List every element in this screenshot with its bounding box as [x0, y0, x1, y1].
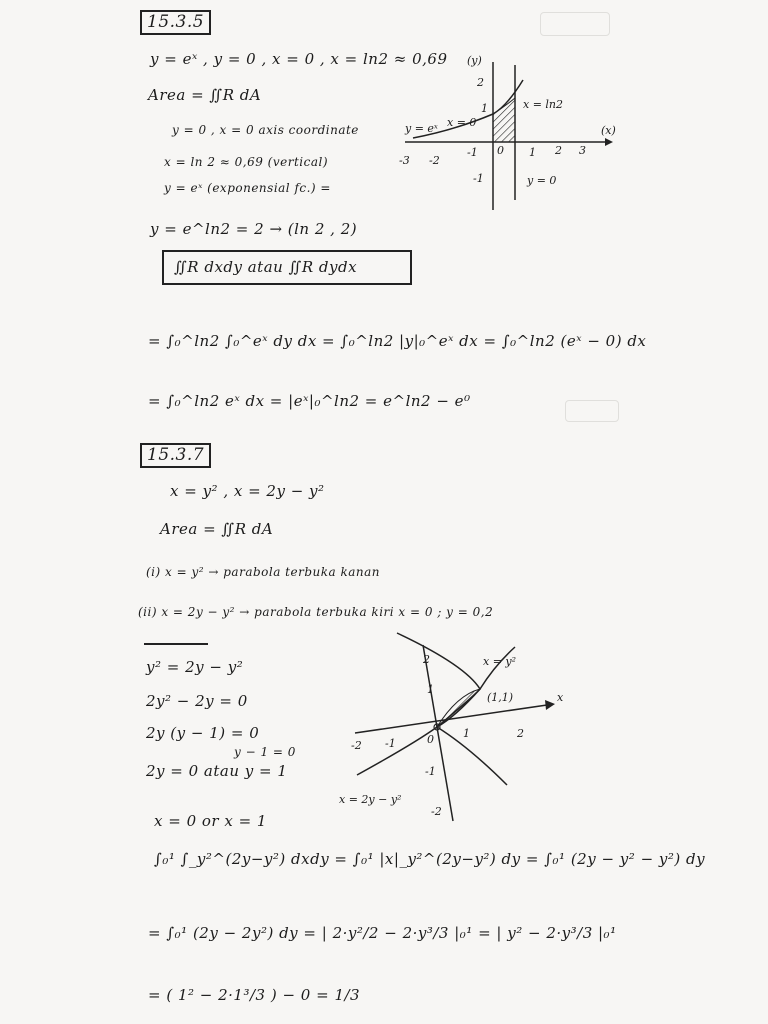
- problem-b-eq3: 2y (y − 1) = 0: [146, 724, 260, 742]
- problem-a-step2: = ∫₀^ln2 eˣ dx = |eˣ|₀^ln2 = e^ln2 − e⁰: [148, 392, 471, 410]
- problem-b-eq2: 2y² − 2y = 0: [146, 692, 248, 710]
- graph-b-tick-y: -1: [425, 765, 436, 778]
- graph-b-curve1-label: x = y²: [483, 655, 517, 668]
- problem-b-eq4: 2y = 0 atau y = 1: [146, 762, 288, 780]
- problem-a-graph: [395, 50, 625, 220]
- graph-b-x-axis-label: x: [557, 691, 564, 704]
- problem-b-given: x = y² , x = 2y − y²: [170, 482, 325, 500]
- graph-a-x0-label: x = 0: [447, 116, 477, 129]
- problem-b-eq1: y² = 2y − y²: [146, 658, 244, 676]
- problem-b-step1: ∫₀¹ ∫_y²^(2y−y²) dxdy = ∫₀¹ |x|_y²^(2y−y²) dy = ∫₀¹ (2y − y² − y²) dy: [154, 850, 706, 868]
- graph-a-ln2-label: x = ln2: [523, 98, 564, 111]
- graph-a-tick-y: -1: [473, 172, 484, 185]
- graph-b-tick-y: 2: [423, 653, 430, 666]
- graph-b-tick-y: -2: [431, 805, 442, 818]
- problem-b-graph: [335, 625, 575, 825]
- problem-b-step3: = ( 1² − 2·1³/3 ) − 0 = 1/3: [148, 986, 361, 1004]
- graph-a-tick-x: 2: [555, 144, 562, 157]
- graph-a-tick-x: 3: [579, 144, 586, 157]
- problem-a-point: y = e^ln2 = 2 → (ln 2 , 2): [150, 220, 358, 238]
- graph-b-x-arrow: [545, 700, 555, 710]
- faint-stamp-top: [540, 12, 610, 36]
- graph-b-curve2-label: x = 2y − y²: [339, 793, 402, 806]
- problem-a-note2: x = ln 2 ≈ 0,69 (vertical): [164, 155, 329, 169]
- graph-a-tick-x: -3: [399, 154, 410, 167]
- problem-a-note3: y = eˣ (exponensial fc.) =: [164, 181, 331, 195]
- graph-a-y0-label: y = 0: [527, 174, 557, 187]
- problem-b-label: 15.3.7: [140, 443, 211, 468]
- graph-b-tick-x: 1: [463, 727, 470, 740]
- problem-b-step2: = ∫₀¹ (2y − 2y²) dy = | 2·y²/2 − 2·y³/3 |₀¹ = | y² − 2·y³/3 |₀¹: [148, 924, 617, 942]
- graph-a-tick-x: 0: [497, 144, 504, 157]
- graph-a-tick-y: 2: [477, 76, 484, 89]
- graph-b-tick-x: -2: [351, 739, 362, 752]
- problem-b-eq5: x = 0 or x = 1: [154, 812, 267, 830]
- graph-b-tick-x: -1: [385, 737, 396, 750]
- problem-b-note2: (ii) x = 2y − y² → parabola terbuka kiri x = 0 ; y = 0,2: [138, 605, 494, 619]
- graph-a-tick-x: -2: [429, 154, 440, 167]
- problem-b-note1: (i) x = y² → parabola terbuka kanan: [146, 565, 381, 579]
- graph-a-tick-x: 1: [529, 146, 536, 159]
- graph-b-point-label: (1,1): [487, 691, 514, 704]
- problem-a-given: y = eˣ , y = 0 , x = 0 , x = ln2 ≈ 0,69: [150, 50, 448, 68]
- graph-a-tick-x: -1: [467, 146, 478, 159]
- problem-a-area: Area = ∬R dA: [148, 86, 262, 104]
- graph-a-tick-y: 1: [481, 102, 488, 115]
- faint-stamp-right: [565, 400, 619, 422]
- graph-b-origin-label: 0: [427, 733, 434, 746]
- graph-b-tick-x: 2: [517, 727, 524, 740]
- problem-b-eq4a: y − 1 = 0: [234, 745, 296, 759]
- problem-a-step1: = ∫₀^ln2 ∫₀^eˣ dy dx = ∫₀^ln2 |y|₀^eˣ dx = ∫₀^ln2 (eˣ − 0) dx: [148, 332, 647, 350]
- problem-a-label: 15.3.5: [140, 10, 211, 35]
- graph-a-curve-label: y = eˣ: [405, 122, 438, 135]
- problem-b-underline: [144, 643, 208, 645]
- problem-b-area: Area = ∬R dA: [160, 520, 274, 538]
- problem-a-boxed-integrals: ∬R dxdy atau ∬R dydx: [162, 250, 412, 285]
- problem-a-note1: y = 0 , x = 0 axis coordinate: [172, 123, 359, 137]
- graph-b-tick-y: 1: [427, 683, 434, 696]
- graph-a-x-arrow: [605, 138, 613, 146]
- graph-a-x-axis-label: (x): [601, 124, 616, 137]
- graph-a-y-axis-label: (y): [467, 54, 482, 67]
